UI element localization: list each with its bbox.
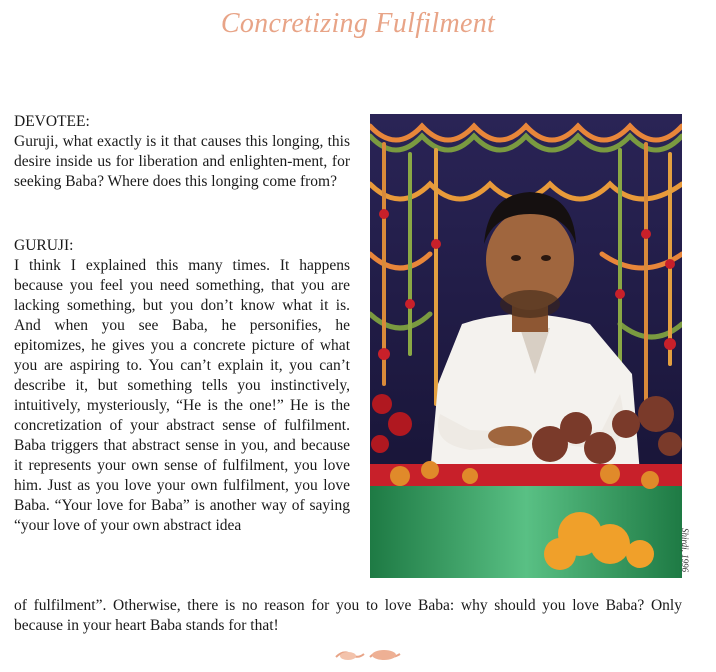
- footer-ornament-icon: [334, 648, 404, 662]
- guruji-paragraph: [14, 256, 350, 536]
- guruji-text-full-width: of fulfilment”. Otherwise, there is no reason for you to love Baba: why should you love Baba? Only because in your heart Baba stands for that!: [14, 597, 682, 634]
- guruji-photo: [370, 114, 682, 578]
- devotee-paragraph: [14, 132, 350, 192]
- guruji-text-column: I think I explained this many times. It happens because you feel you need something, that you are lacking something, but you don’t know what it is. And when you see Baba, he personifies, he epitomizes, he gives you a concrete picture of what you are aspiring to. You can’t explain it, you can’t describe it, but something tells you instinctively, intuitively, mysteriously, “He is the one!” He is the concretization of your abstract sense of fulfilment. Baba triggers that abstract sense in you, and because it represents your own sense of fulfilment, you love him. Just as you love your own fulfilment, you love Baba. “Your love for Baba” is another way of saying “your love of your own abstract idea: [14, 257, 350, 534]
- photo-caption: Shirdi, 1996: [680, 528, 690, 573]
- guruji-label: GURUJI:: [14, 237, 74, 254]
- devotee-label: DEVOTEE:: [14, 113, 90, 130]
- guruji-paragraph-continued: [14, 596, 682, 636]
- photo-illustration: [370, 114, 682, 578]
- page-title: Concretizing Fulfilment: [220, 8, 496, 39]
- devotee-text: Guruji, what exactly is it that causes this longing, this desire inside us for liberation and enlighten-ment, for seeking Baba? Where does this longing come from?: [14, 133, 350, 190]
